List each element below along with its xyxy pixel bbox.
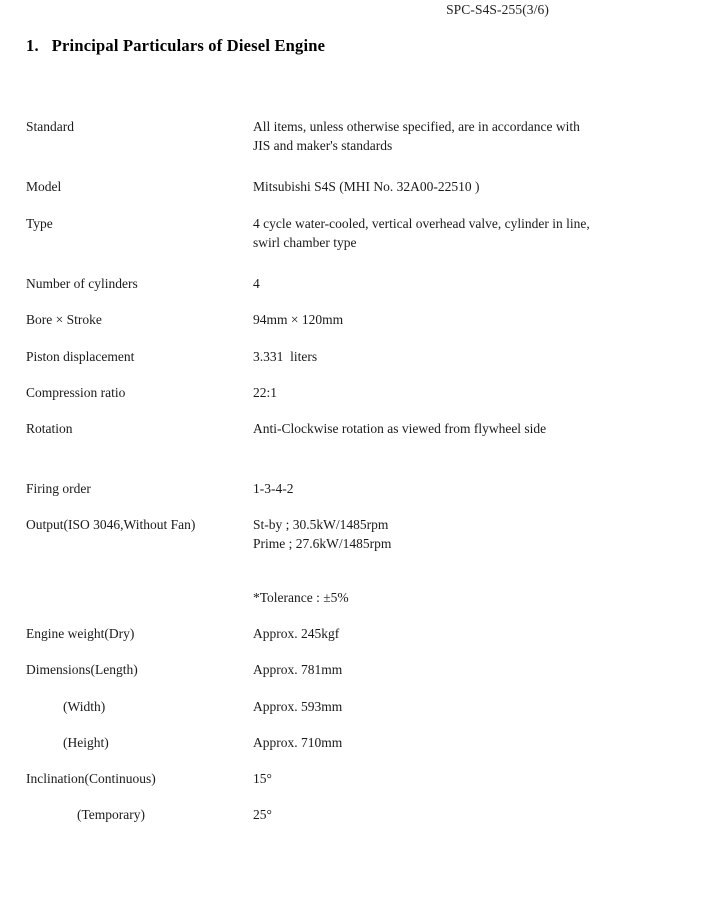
spec-label: (Height) bbox=[63, 735, 109, 750]
spec-value bbox=[253, 177, 673, 196]
spec-value-line: swirl chamber type bbox=[253, 235, 357, 250]
spec-value bbox=[253, 660, 673, 679]
document-header-code: SPC-S4S-255(3/6) bbox=[446, 2, 549, 17]
spec-value-line: Approx. 593mm bbox=[253, 699, 343, 714]
spec-value-line: JIS and maker's standards bbox=[253, 138, 393, 153]
spec-value-line: Prime ; 27.6kW/1485rpm bbox=[253, 536, 392, 551]
spec-value bbox=[253, 117, 673, 155]
spec-label: Output(ISO 3046,Without Fan) bbox=[26, 517, 196, 532]
spec-value bbox=[253, 697, 673, 716]
spec-label: Rotation bbox=[26, 421, 73, 436]
spec-value-line: 4 cycle water-cooled, vertical overhead valve, cylinder in line, bbox=[253, 216, 590, 231]
spec-value-line: 25° bbox=[253, 807, 272, 822]
spec-value bbox=[253, 588, 673, 607]
spec-label: (Width) bbox=[63, 699, 106, 714]
spec-value-line: 22:1 bbox=[253, 385, 278, 400]
spec-label: Engine weight(Dry) bbox=[26, 626, 135, 641]
spec-value-line: Mitsubishi S4S (MHI No. 32A00-22510 ) bbox=[253, 179, 480, 194]
spec-value bbox=[253, 479, 673, 498]
spec-value-line: Anti-Clockwise rotation as viewed from flywheel side bbox=[253, 421, 547, 436]
spec-value-line: Approx. 245kgf bbox=[253, 626, 340, 641]
spec-value bbox=[253, 214, 673, 252]
spec-value bbox=[253, 347, 673, 366]
spec-label: Bore × Stroke bbox=[26, 312, 102, 327]
spec-value bbox=[253, 805, 673, 824]
spec-value bbox=[253, 383, 673, 402]
spec-value-line: 1-3-4-2 bbox=[253, 481, 294, 496]
spec-label: Number of cylinders bbox=[26, 276, 138, 291]
spec-value bbox=[253, 419, 673, 438]
spec-value-line: 3.331 liters bbox=[253, 349, 318, 364]
spec-value-line: 15° bbox=[253, 771, 272, 786]
spec-value bbox=[253, 310, 673, 329]
spec-value bbox=[253, 274, 673, 293]
spec-value bbox=[253, 733, 673, 752]
spec-label: Type bbox=[26, 216, 53, 231]
page-title: 1. Principal Particulars of Diesel Engine bbox=[26, 36, 326, 55]
spec-label: Standard bbox=[26, 119, 74, 134]
spec-label: Dimensions(Length) bbox=[26, 662, 138, 677]
spec-label: Inclination(Continuous) bbox=[26, 771, 156, 786]
spec-value-line: 4 bbox=[253, 276, 260, 291]
spec-value bbox=[253, 769, 673, 788]
spec-value-line: *Tolerance : ±5% bbox=[253, 590, 349, 605]
spec-label: Model bbox=[26, 179, 62, 194]
spec-label: Piston displacement bbox=[26, 349, 135, 364]
spec-value bbox=[253, 515, 673, 553]
spec-value-line: All items, unless otherwise specified, are in accordance with bbox=[253, 119, 580, 134]
spec-label: (Temporary) bbox=[77, 807, 146, 822]
spec-value-line: St-by ; 30.5kW/1485rpm bbox=[253, 517, 389, 532]
spec-value-line: 94mm × 120mm bbox=[253, 312, 344, 327]
spec-value-line: Approx. 710mm bbox=[253, 735, 343, 750]
spec-label: Firing order bbox=[26, 481, 91, 496]
spec-label: Compression ratio bbox=[26, 385, 126, 400]
spec-value-line: Approx. 781mm bbox=[253, 662, 343, 677]
spec-value bbox=[253, 624, 673, 643]
